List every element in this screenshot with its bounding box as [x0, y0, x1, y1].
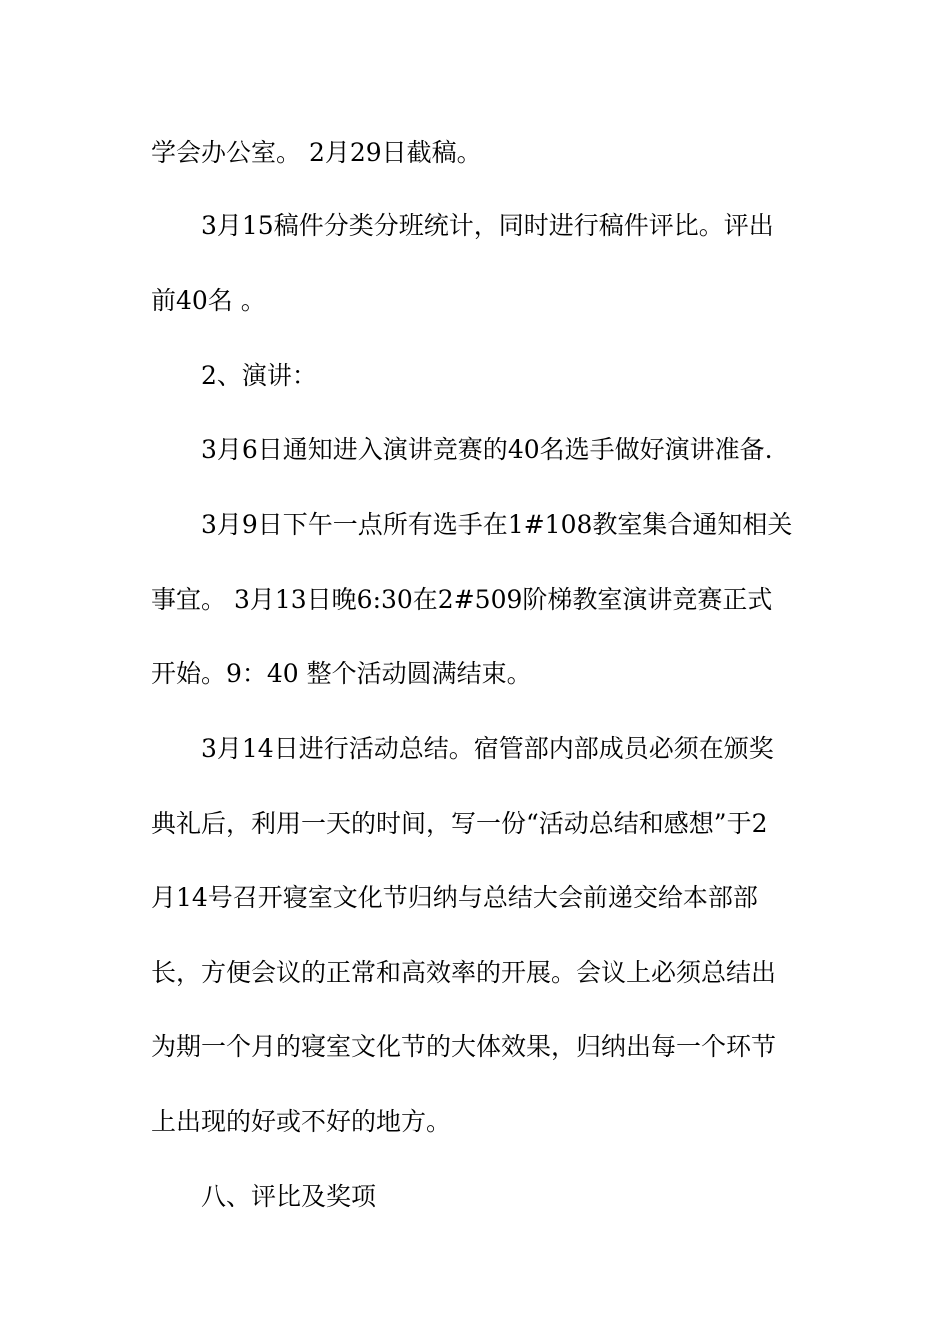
text-line: 前40名 。: [151, 286, 266, 315]
text-line: 长，方便会议的正常和高效率的开展。会议上必须总结出: [151, 958, 777, 987]
section-heading: 八、评比及奖项: [201, 1182, 377, 1211]
text-line: 为期一个月的寝室文化节的大体效果，归纳出每一个环节: [151, 1032, 777, 1061]
text-line: 典礼后，利用一天的时间，写一份“活动总结和感想”于2: [151, 809, 768, 838]
text-line: 月14号召开寝室文化节归纳与总结大会前递交给本部部: [151, 883, 758, 912]
text-line: 3月15稿件分类分班统计，同时进行稿件评比。评出: [201, 211, 774, 240]
text-line: 3月14日进行活动总结。宿管部内部成员必须在颁奖: [201, 734, 774, 763]
text-line: 学会办公室。 2月29日截稿。: [151, 138, 482, 167]
text-line: 开始。9：40 整个活动圆满结束。: [151, 659, 532, 688]
section-heading: 2、演讲：: [201, 361, 317, 390]
text-line: 上出现的好或不好的地方。: [151, 1107, 452, 1136]
text-line: 事宜。 3月13日晚6:30在2#509阶梯教室演讲竞赛正式: [151, 585, 773, 614]
text-line: 3月6日通知进入演讲竞赛的40名选手做好演讲准备.: [201, 435, 773, 464]
text-line: 3月9日下午一点所有选手在1#108教室集合通知相关: [201, 510, 793, 539]
